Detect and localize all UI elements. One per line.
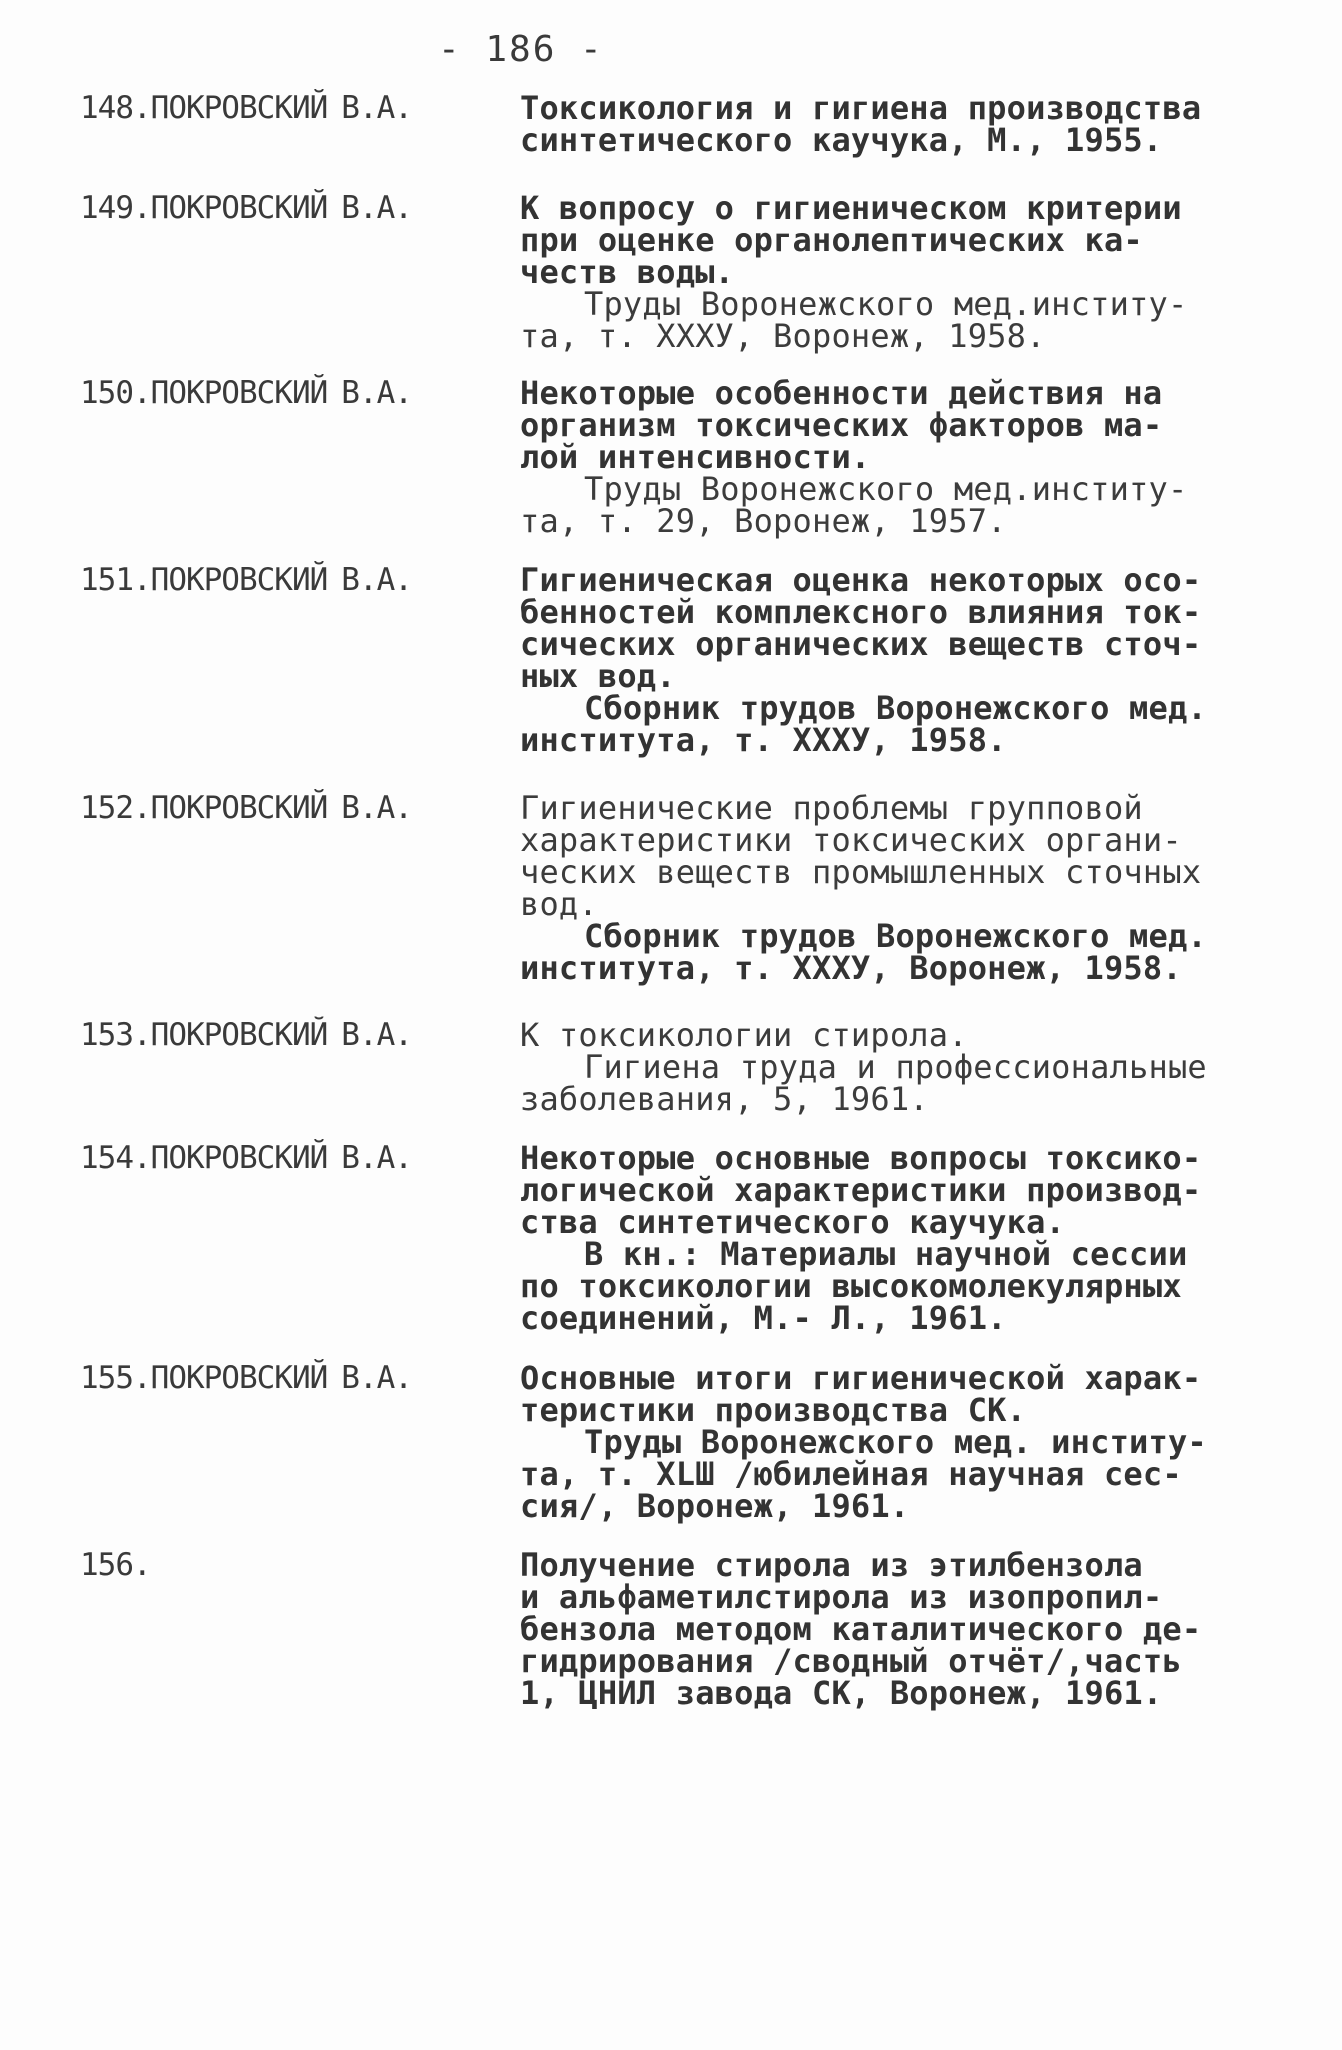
entry-line: Гигиенические проблемы групповой — [520, 789, 1143, 827]
entry-initials: В.А. — [341, 1360, 412, 1396]
entry-head — [80, 1019, 412, 1051]
entry-line: Сборник трудов Воронежского мед. — [584, 689, 1207, 727]
entry-line: Гигиена труда и профессиональные — [584, 1048, 1207, 1086]
entry-initials: В.А. — [341, 375, 412, 411]
entry-body — [520, 789, 1280, 987]
entry-line: вод. — [520, 885, 598, 923]
entry-number: 149. — [80, 190, 151, 226]
entry-head — [80, 92, 412, 124]
entry-body — [520, 1139, 1280, 1337]
entry-body — [520, 189, 1280, 355]
entry-line: лой интенсивности. — [520, 438, 871, 476]
entry-line: института, т. ХХХУ, Воронеж, 1958. — [520, 949, 1182, 987]
entry-line: К вопросу о гигиеническом критерии — [520, 189, 1182, 227]
entry-initials: В.А. — [341, 562, 412, 598]
entry-line: логической характеристики производ- — [520, 1171, 1202, 1209]
entry-line: при оценке органолептических ка- — [520, 221, 1143, 259]
page-number-text: - 186 - — [438, 29, 604, 70]
entry-author: ПОКРОВСКИЙ — [150, 1360, 328, 1396]
entry-line: та, т. ХХХУ, Воронеж, 1958. — [520, 317, 1046, 355]
entry-number: 151. — [80, 562, 151, 598]
entry-line: ства синтетического каучука. — [520, 1203, 1066, 1241]
entry-head — [80, 792, 412, 824]
entry-line: Основные итоги гигиенической харак- — [520, 1359, 1202, 1397]
entry-line: та, т. ХLШ /юбилейная научная сес- — [520, 1455, 1182, 1493]
entry-body — [520, 1359, 1280, 1525]
entry-author: ПОКРОВСКИЙ — [150, 190, 328, 226]
entry-head — [80, 1362, 412, 1394]
entry-line: К токсикологии стирола. — [520, 1016, 968, 1054]
entry-line: сия/, Воронеж, 1961. — [520, 1487, 910, 1525]
entry-line: ных вод. — [520, 657, 676, 695]
entry-initials: В.А. — [341, 1140, 412, 1176]
entry-author: ПОКРОВСКИЙ — [150, 90, 328, 126]
entry-line: ческих веществ промышленных сточных — [520, 853, 1202, 891]
entry-body — [520, 561, 1280, 759]
entry-body — [520, 374, 1280, 540]
entry-line: заболевания, 5, 1961. — [520, 1080, 929, 1118]
entry-line: бенностей комплексного влияния ток- — [520, 593, 1202, 631]
entry-number: 156. — [80, 1547, 151, 1583]
entry-number: 148. — [80, 90, 151, 126]
entry-line: Токсикология и гигиена производства — [520, 89, 1202, 127]
entry-number: 150. — [80, 375, 151, 411]
entry-line: 1, ЦНИЛ завода СК, Воронеж, 1961. — [520, 1674, 1163, 1712]
entry-line: Труды Воронежского мед.институ- — [584, 285, 1188, 323]
entry-line: Некоторые особенности действия на — [520, 374, 1163, 412]
entry-author: ПОКРОВСКИЙ — [150, 1140, 328, 1176]
entry-body — [520, 1546, 1280, 1712]
entry-author: ПОКРОВСКИЙ — [150, 1017, 328, 1053]
entry-line: и альфаметилстирола из изопропил- — [520, 1578, 1163, 1616]
entry-line: честв воды. — [520, 253, 735, 291]
entry-author: ПОКРОВСКИЙ — [150, 562, 328, 598]
entry-initials: В.А. — [341, 790, 412, 826]
entry-line: соединений, М.- Л., 1961. — [520, 1299, 1007, 1337]
entry-line: характеристики токсических органи- — [520, 821, 1182, 859]
entry-line: бензола методом каталитического де- — [520, 1610, 1202, 1648]
entry-line: Труды Воронежского мед. институ- — [584, 1423, 1207, 1461]
entry-line: синтетического каучука, М., 1955. — [520, 121, 1163, 159]
entry-body — [520, 89, 1280, 159]
entry-line: сических органических веществ сточ- — [520, 625, 1202, 663]
entry-line: по токсикологии высокомолекулярных — [520, 1267, 1182, 1305]
entry-head — [80, 192, 412, 224]
entry-line: та, т. 29, Воронеж, 1957. — [520, 502, 1007, 540]
entry-line: организм токсических факторов ма- — [520, 406, 1163, 444]
entry-author: ПОКРОВСКИЙ — [150, 375, 328, 411]
entry-line: института, т. ХХХУ, 1958. — [520, 721, 1007, 759]
entry-head — [80, 1142, 412, 1174]
entry-number: 155. — [80, 1360, 151, 1396]
entry-author: ПОКРОВСКИЙ — [150, 790, 328, 826]
entry-head — [80, 1549, 165, 1581]
entry-line: В кн.: Материалы научной сессии — [584, 1235, 1188, 1273]
entry-initials: В.А. — [341, 1017, 412, 1053]
entry-head — [80, 377, 412, 409]
entry-initials: В.А. — [341, 90, 412, 126]
entry-body — [520, 1016, 1280, 1118]
entry-head — [80, 564, 412, 596]
entry-line: Гигиеническая оценка некоторых осо- — [520, 561, 1202, 599]
entry-number: 153. — [80, 1017, 151, 1053]
entry-line: Получение стирола из этилбензола — [520, 1546, 1143, 1584]
entry-line: Некоторые основные вопросы токсико- — [520, 1139, 1202, 1177]
entry-number: 154. — [80, 1140, 151, 1176]
entry-number: 152. — [80, 790, 151, 826]
entry-initials: В.А. — [341, 190, 412, 226]
entry-line: Труды Воронежского мед.институ- — [584, 470, 1188, 508]
entry-line: Сборник трудов Воронежского мед. — [584, 917, 1207, 955]
entry-line: теристики производства СК. — [520, 1391, 1027, 1429]
entry-line: гидрирования /сводный отчёт/,часть — [520, 1642, 1182, 1680]
